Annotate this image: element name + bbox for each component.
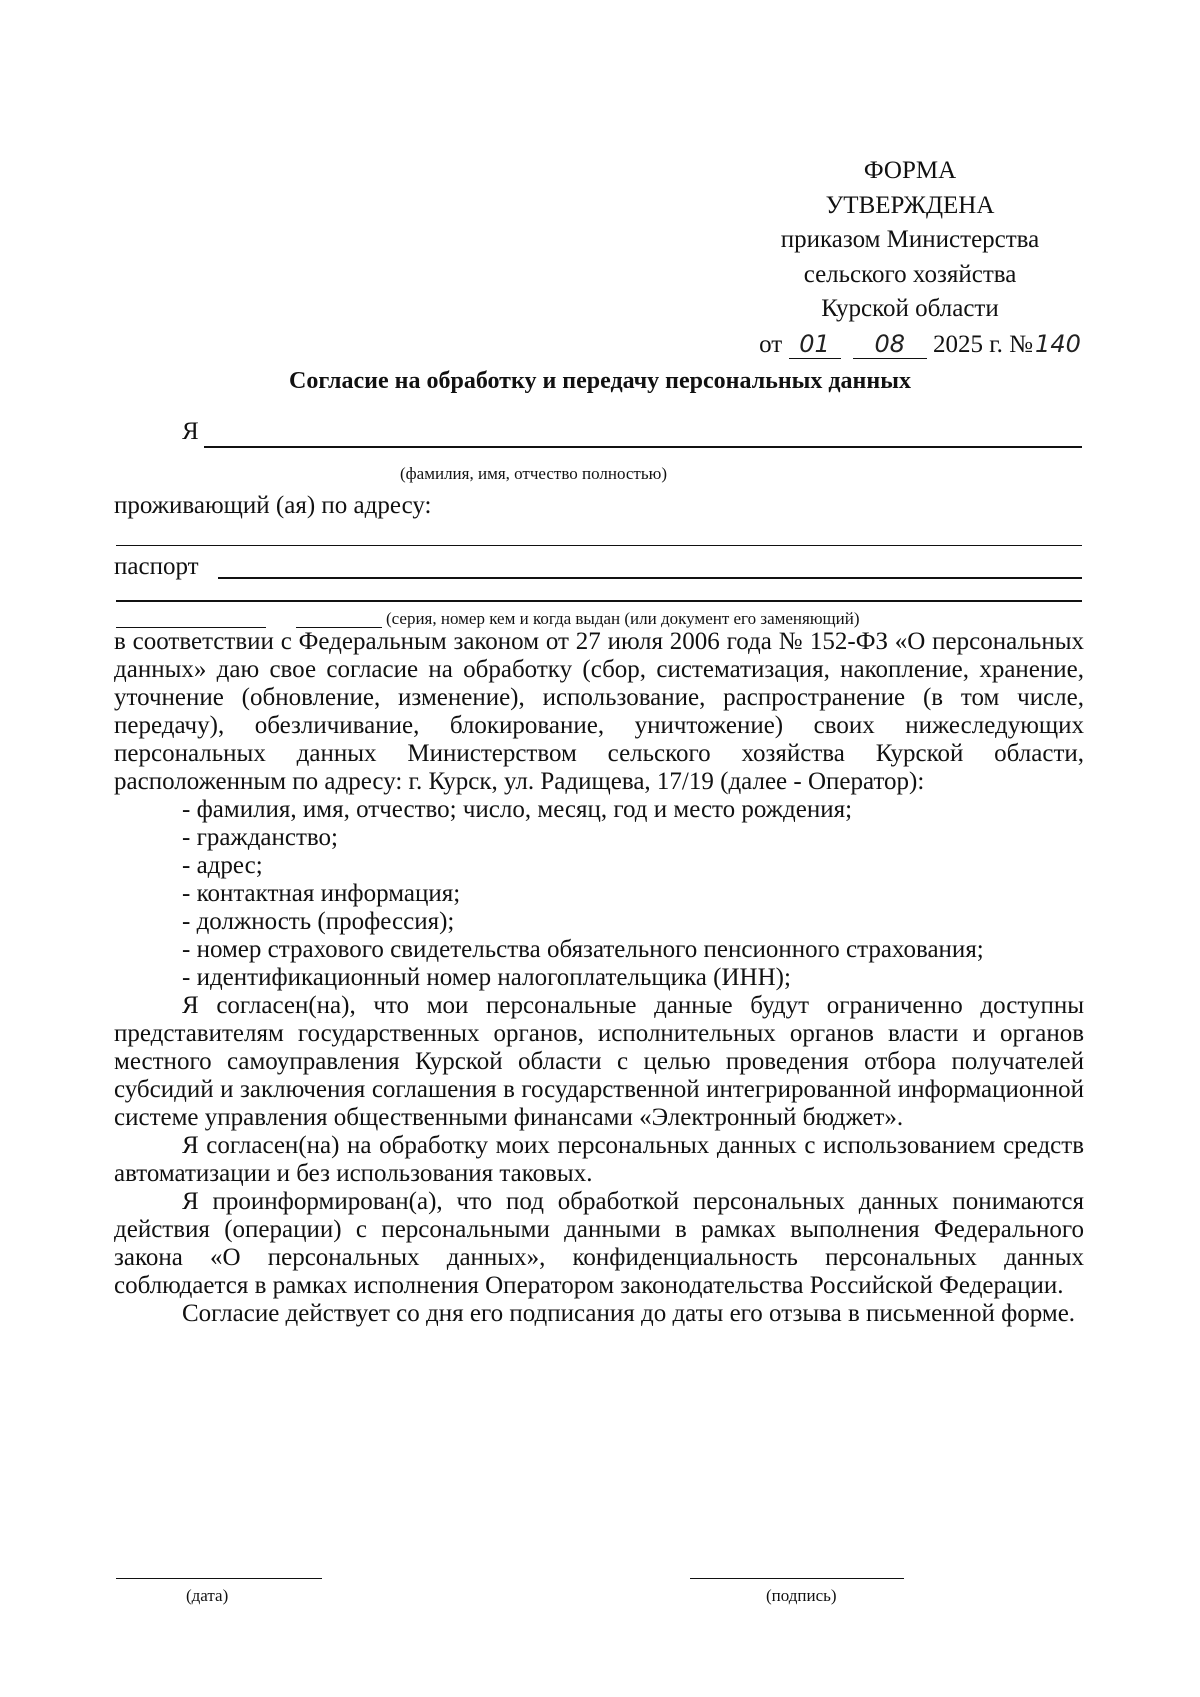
passport-field-line[interactable] <box>218 577 1082 579</box>
data-item-contacts: - контактная информация; <box>182 880 461 907</box>
consent-body <box>114 628 1084 1328</box>
approval-line-order: приказом Министерства <box>780 226 1040 253</box>
signature-line[interactable] <box>690 1578 904 1579</box>
date-line[interactable] <box>116 1578 322 1579</box>
data-item-inn: - идентификационный номер налогоплательщика (ИНН); <box>182 964 791 991</box>
passport-field-line-2[interactable] <box>116 600 1082 602</box>
approval-block <box>720 154 1100 362</box>
approval-line-form: ФОРМА <box>863 157 957 184</box>
address-field-line[interactable] <box>116 545 1082 546</box>
name-field-line[interactable] <box>204 446 1082 448</box>
approval-year-text: 2025 г. № <box>933 330 1034 358</box>
consent-paragraph-automation: Я согласен(на) на обработку моих персональных данных с использованием средств автоматизации и без использования таковых. <box>114 1132 1084 1187</box>
document-title: Согласие на обработку и передачу персональных данных <box>289 368 911 394</box>
approval-date-prefix: от <box>759 330 783 358</box>
approval-day: 01 <box>799 329 830 358</box>
approval-month-blank <box>853 331 927 359</box>
address-label: проживающий (ая) по адресу: <box>114 492 432 519</box>
date-label: (дата) <box>186 1586 229 1605</box>
consent-intro: в соответствии с Федеральным законом от 27 июля 2006 года № 152-ФЗ «О персональных данных» даю свое согласие на обработку (сбор, систематизация, накопление, хранение, уточнение (обновление, изменение), использование, распространение (в том числе, передачу), обезличивание, блокирование, уничтожение) своих нижеследующих персональных данных Министерством сельского хозяйства Курской области, расположенным по адресу: г. Курск, ул. Радищева, 17/19 (далее - Оператор): <box>114 628 1084 795</box>
approval-line-agriculture: сельского хозяйства <box>803 260 1017 288</box>
approval-line-approved: УТВЕРЖДЕНА <box>825 191 995 219</box>
approval-month: 08 <box>874 329 906 358</box>
data-item-address: - адрес; <box>182 852 263 879</box>
data-item-position: - должность (профессия); <box>182 908 455 935</box>
passport-label: паспорт <box>114 553 199 580</box>
approval-number: 140 <box>1035 329 1081 358</box>
signature-label: (подпись) <box>766 1586 837 1605</box>
consent-paragraph-informed: Я проинформирован(а), что под обработкой персональных данных понимаются действия (операции) с персональными данными в рамках выполнения Федерального закона «О персональных данных», конфиденциальность персональных данных соблюдается в рамках исполнения Оператором законодательства Российской Федерации. <box>114 1188 1084 1299</box>
approval-day-blank <box>789 331 841 359</box>
passport-hint: (серия, номер кем и когда выдан (или документ его заменяющий) <box>386 609 860 628</box>
data-item-pension: - номер страхового свидетельства обязательного пенсионного страхования; <box>182 936 984 963</box>
data-item-citizenship: - гражданство; <box>182 824 338 851</box>
approval-line-region: Курской области <box>821 295 999 322</box>
name-hint: (фамилия, имя, отчество полностью) <box>400 464 667 483</box>
data-item-name: - фамилия, имя, отчество; число, месяц, год и место рождения; <box>182 796 853 823</box>
name-prefix: Я <box>182 418 199 445</box>
approval-date-line <box>759 327 1081 363</box>
consent-paragraph-access: Я согласен(на), что мои персональные данные будут ограниченно доступны представителям государственных органов, исполнительных органов власти и органов местного самоуправления Курской области с целью проведения отбора получателей субсидий и заключения соглашения в государственной интегрированной информационной системе управления общественными финансами «Электронный бюджет». <box>114 992 1084 1131</box>
consent-paragraph-validity: Согласие действует со дня его подписания до даты его отзыва в письменной форме. <box>182 1300 1076 1327</box>
